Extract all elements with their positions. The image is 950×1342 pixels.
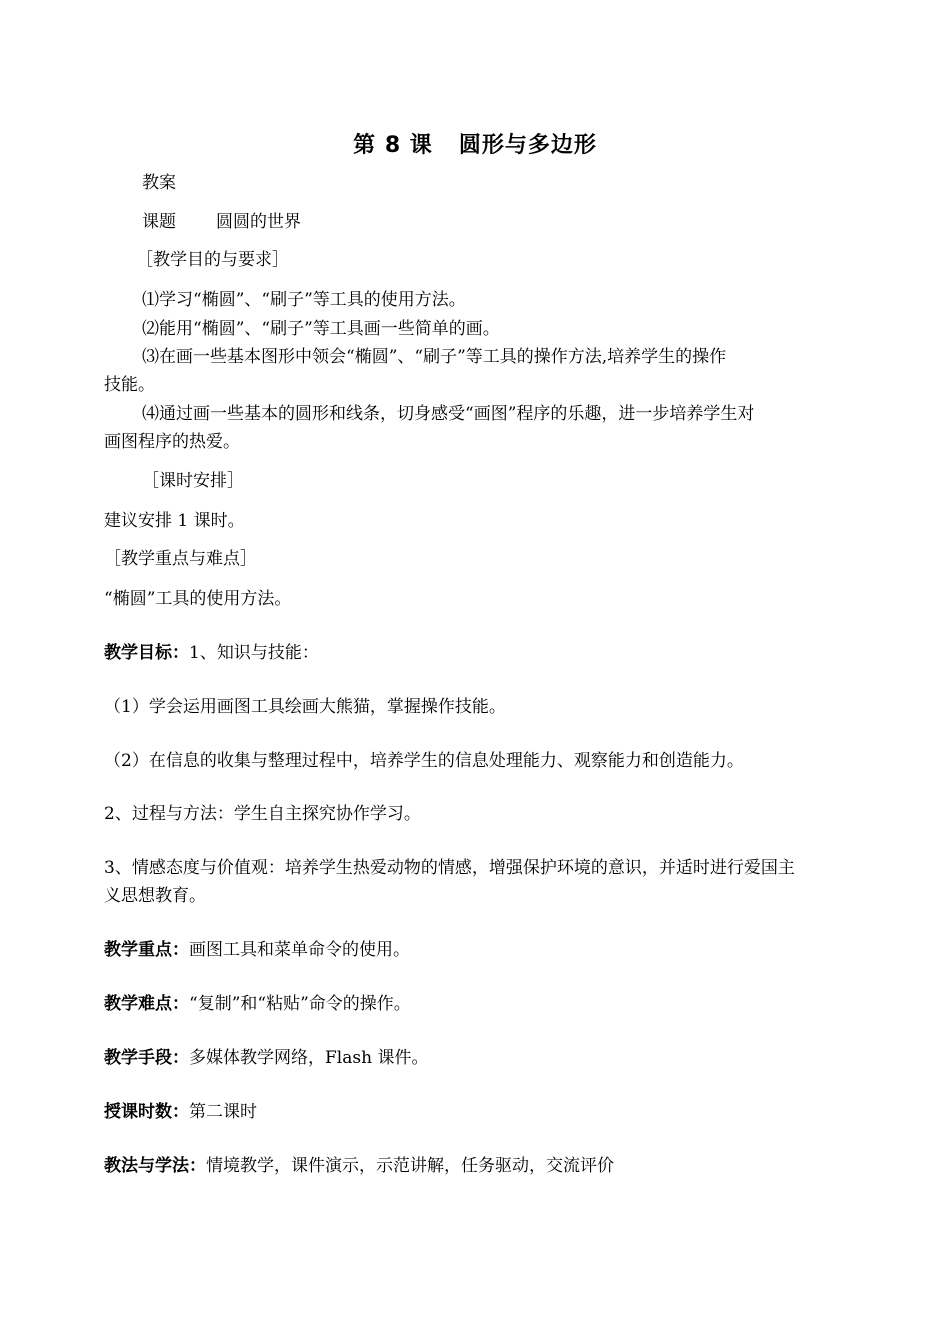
hours-line	[104, 1101, 257, 1123]
means-label: 教学手段：	[104, 1048, 189, 1068]
hours-text: 第二课时	[189, 1102, 257, 1122]
objectives-heading: ［教学目的与要求］	[136, 250, 289, 270]
goals-process: 2、过程与方法：学生自主探究协作学习。	[104, 804, 421, 824]
goals-emotion-line-1: 3、情感态度与价值观：培养学生热爱动物的情感，增强保护环境的意识，并适时进行爱国主	[104, 858, 795, 878]
lesson-title	[0, 128, 950, 159]
focus-label: 教学重点：	[104, 940, 189, 960]
methods-line	[104, 1155, 614, 1177]
objective-item-4-line-1: ⑷通过画一些基本的圆形和线条，切身感受“画图”程序的乐趣，进一步培养学生对	[142, 404, 755, 424]
objective-item-1: ⑴学习“椭圆”、“刷子”等工具的使用方法。	[142, 290, 466, 310]
lesson-topic: 圆形与多边形	[458, 133, 597, 158]
goals-line	[104, 642, 319, 664]
goals-sub-1: （1）学会运用画图工具绘画大熊猫，掌握操作技能。	[104, 697, 506, 717]
means-text: 多媒体教学网络，Flash 课件。	[189, 1048, 429, 1068]
objective-item-3-line-1: ⑶在画一些基本图形中领会“椭圆”、“刷子”等工具的操作方法,培养学生的操作	[142, 347, 727, 367]
objective-item-2: ⑵能用“椭圆”、“刷子”等工具画一些简单的画。	[142, 319, 500, 339]
methods-label: 教法与学法：	[104, 1156, 206, 1176]
goals-emotion-line-2: 义思想教育。	[104, 886, 206, 906]
means-line	[104, 1047, 428, 1069]
key-points-text: “椭圆”工具的使用方法。	[104, 589, 292, 609]
methods-text: 情境教学，课件演示，示范讲解，任务驱动，交流评价	[206, 1156, 614, 1176]
goals-text: 1、知识与技能：	[189, 643, 319, 663]
key-points-heading: ［教学重点与难点］	[104, 549, 257, 569]
schedule-text: 建议安排 1 课时。	[104, 511, 245, 531]
objective-item-3-line-2: 技能。	[104, 375, 155, 395]
focus-line	[104, 939, 410, 961]
goals-sub-2: （2）在信息的收集与整理过程中，培养学生的信息处理能力、观察能力和创造能力。	[104, 751, 744, 771]
difficulty-line	[104, 993, 411, 1015]
goals-label: 教学目标：	[104, 643, 189, 663]
objective-item-4-line-2: 画图程序的热爱。	[104, 432, 240, 452]
lesson-number: 第 8 课	[353, 133, 433, 158]
difficulty-label: 教学难点：	[104, 994, 189, 1014]
hours-label: 授课时数：	[104, 1102, 189, 1122]
difficulty-text: “复制”和“粘贴”命令的操作。	[189, 994, 411, 1014]
focus-text: 画图工具和菜单命令的使用。	[189, 940, 410, 960]
topic-value: 圆圆的世界	[216, 212, 301, 232]
topic-line	[142, 211, 301, 233]
doc-type: 教案	[142, 173, 176, 193]
topic-label: 课题	[142, 212, 176, 232]
schedule-heading: ［课时安排］	[142, 471, 244, 491]
